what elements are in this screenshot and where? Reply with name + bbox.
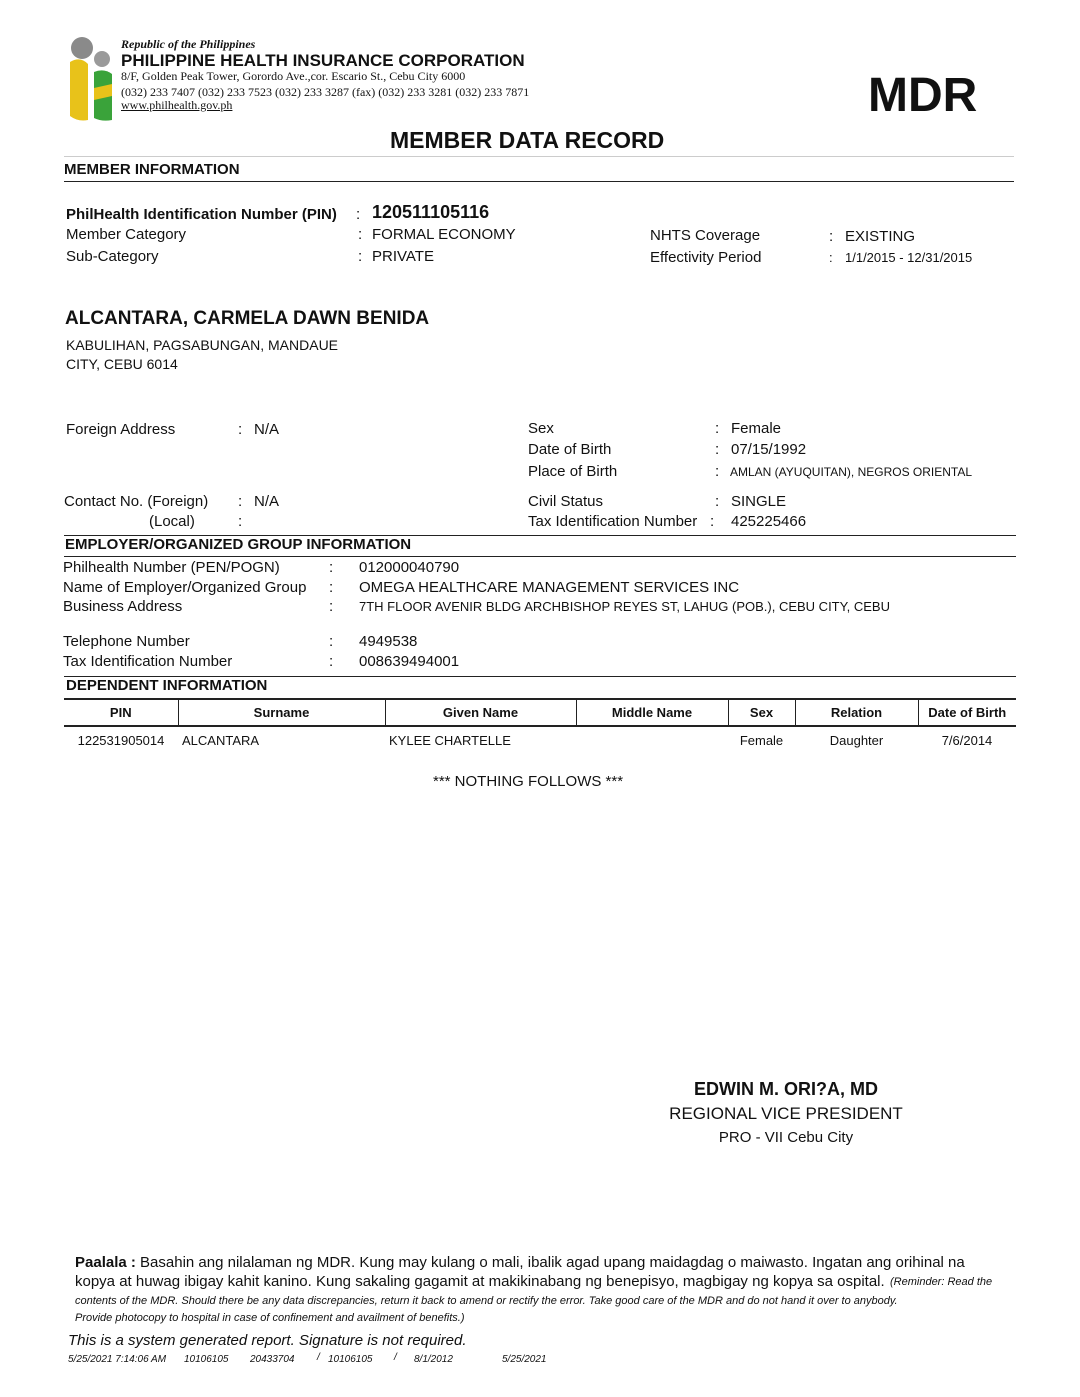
meta-slash: /	[394, 1352, 397, 1363]
reminder-line3: Provide photocopy to hospital in case of confinement and availment of benefits.)	[75, 1312, 465, 1324]
org-address: 8/F, Golden Peak Tower, Gorordo Ave.,cor. Escario St., Cebu City 6000	[121, 69, 466, 83]
employer-section-divider	[64, 556, 1016, 557]
employer-phone-value: 4949538	[359, 633, 418, 650]
nhts-value: EXISTING	[845, 228, 916, 245]
column-header: PIN	[64, 699, 178, 726]
colon: :	[329, 598, 334, 615]
category-label: Member Category	[66, 226, 187, 243]
column-header: Middle Name	[576, 699, 728, 726]
dependent-section-title: DEPENDENT INFORMATION	[66, 677, 268, 694]
colon: :	[238, 421, 243, 438]
colon: :	[715, 441, 720, 458]
tin-label: Tax Identification Number	[528, 513, 698, 530]
pen-label: Philhealth Number (PEN/POGN)	[63, 559, 280, 576]
foreign-address-label: Foreign Address	[66, 421, 176, 438]
nothing-follows-note: *** NOTHING FOLLOWS ***	[433, 773, 624, 790]
colon: :	[358, 248, 363, 265]
colon: :	[356, 206, 361, 223]
colon: :	[329, 653, 334, 670]
reminder-line1	[888, 1276, 992, 1288]
colon: :	[238, 513, 243, 530]
sex-label: Sex	[528, 420, 554, 437]
paalala-text1: Basahin ang nilalaman ng MDR. Kung may kulang o mali, ibalik agad upang maidagdag o maiwasto. Ingatan ang orihinal na	[140, 1254, 965, 1271]
meta-code3: 10106105	[328, 1354, 373, 1365]
org-website-link[interactable]: www.philhealth.gov.ph	[121, 98, 233, 112]
column-header: Surname	[178, 699, 385, 726]
pin-value: 120511105116	[372, 202, 490, 222]
reminder-text1: Read the	[947, 1276, 993, 1288]
page-title: MEMBER DATA RECORD	[390, 127, 665, 153]
dob-value: 07/15/1992	[731, 441, 807, 458]
business-address-value: 7TH FLOOR AVENIR BLDG ARCHBISHOP REYES ST, LAHUG (POB.), CEBU CITY, CEBU	[359, 599, 890, 614]
member-address-line1: KABULIHAN, PAGSABUNGAN, MANDAUE	[66, 337, 339, 353]
effectivity-value: 1/1/2015 - 12/31/2015	[845, 250, 973, 265]
meta-date1: 8/1/2012	[414, 1354, 453, 1365]
subcategory-value: PRIVATE	[372, 248, 434, 265]
colon: :	[710, 513, 715, 530]
table-header-row	[64, 699, 1016, 726]
org-name: PHILIPPINE HEALTH INSURANCE CORPORATION	[121, 51, 525, 70]
business-address-label: Business Address	[63, 598, 183, 615]
contact-foreign-value: N/A	[254, 493, 280, 510]
table-row	[64, 726, 1016, 748]
meta-date2: 5/25/2021	[502, 1354, 547, 1365]
reminder-line2: contents of the MDR. Should there be any data discrepancies, return it back to amend or rectify the error. Take good care of the MDR and do not hand it over to anybody.	[75, 1295, 898, 1307]
colon: :	[715, 420, 720, 437]
civil-status-value: SINGLE	[731, 493, 787, 510]
paalala-line1	[75, 1254, 965, 1271]
dependents-table	[64, 698, 1016, 748]
meta-code2: 20433704	[250, 1354, 295, 1365]
dependent-surname: ALCANTARA	[182, 733, 260, 748]
sex-value: Female	[731, 420, 782, 437]
colon: :	[715, 493, 720, 510]
pob-label: Place of Birth	[528, 463, 618, 480]
civil-status-label: Civil Status	[528, 493, 604, 510]
org-phones: (032) 233 7407 (032) 233 7523 (032) 233 3287 (fax) (032) 233 3281 (032) 233 7871	[121, 85, 530, 99]
tin-value: 425225466	[731, 513, 807, 530]
pob-value: AMLAN (AYUQUITAN), NEGROS ORIENTAL	[730, 465, 973, 479]
system-note: This is a system generated report. Signature is not required.	[68, 1332, 467, 1349]
signatory-name: EDWIN M. ORI?A, MD	[694, 1079, 878, 1099]
dependent-given-name: KYLEE CHARTELLE	[389, 733, 511, 748]
colon: :	[238, 493, 243, 510]
employer-tin-label: Tax Identification Number	[63, 653, 233, 670]
employer-tin-value: 008639494001	[359, 653, 460, 670]
colon: :	[329, 559, 334, 576]
nhts-label: NHTS Coverage	[650, 227, 761, 244]
signatory-office: PRO - VII Cebu City	[718, 1129, 854, 1146]
category-value: FORMAL ECONOMY	[372, 226, 516, 243]
title-divider	[64, 156, 1014, 157]
column-header: Date of Birth	[918, 699, 1016, 726]
member-section-divider	[64, 181, 1014, 182]
contact-foreign-label: Contact No. (Foreign)	[64, 493, 209, 510]
colon: :	[329, 579, 334, 596]
pen-value: 012000040790	[359, 559, 460, 576]
column-header: Sex	[728, 699, 795, 726]
signatory-position: REGIONAL VICE PRESIDENT	[669, 1104, 903, 1123]
subcategory-label: Sub-Category	[66, 248, 159, 265]
dependent-middle-name	[576, 726, 728, 748]
employer-name-label: Name of Employer/Organized Group	[63, 579, 307, 596]
member-section-title: MEMBER INFORMATION	[64, 161, 240, 178]
republic-label: Republic of the Philippines	[121, 37, 256, 51]
colon: :	[358, 226, 363, 243]
member-name: ALCANTARA, CARMELA DAWN BENIDA	[65, 308, 430, 329]
paalala-line2: kopya at huwag ibigay kahit kanino. Kung sakaling gagamit at makikinabang ng benepisyo, magbigay ng kopya sa ospital.	[75, 1273, 885, 1290]
colon: :	[329, 633, 334, 650]
dependent-sex: Female	[739, 733, 784, 748]
philhealth-logo	[66, 36, 118, 124]
paalala-label: Paalala :	[75, 1254, 136, 1271]
member-address-line2: CITY, CEBU 6014	[66, 356, 178, 372]
meta-code1: 10106105	[184, 1354, 229, 1365]
employer-section-title: EMPLOYER/ORGANIZED GROUP INFORMATION	[65, 536, 412, 553]
reminder-label: (Reminder:	[890, 1276, 945, 1288]
meta-timestamp: 5/25/2021 7:14:06 AM	[68, 1354, 167, 1365]
meta-slash: /	[317, 1352, 320, 1363]
colon: :	[829, 228, 834, 245]
effectivity-label: Effectivity Period	[650, 249, 762, 266]
dependent-dob: 7/6/2014	[941, 733, 993, 748]
pin-label: PhilHealth Identification Number (PIN)	[66, 206, 337, 223]
contact-local-label: (Local)	[149, 513, 195, 530]
dependent-relation: Daughter	[829, 733, 884, 748]
foreign-address-value: N/A	[254, 421, 280, 438]
employer-phone-label: Telephone Number	[63, 633, 190, 650]
dependent-pin: 122531905014	[77, 733, 165, 748]
employer-name-value: OMEGA HEALTHCARE MANAGEMENT SERVICES INC	[359, 579, 740, 596]
colon: :	[829, 250, 833, 265]
column-header: Relation	[795, 699, 918, 726]
doc-code: MDR	[868, 69, 978, 122]
dob-label: Date of Birth	[528, 441, 612, 458]
column-header: Given Name	[385, 699, 576, 726]
colon: :	[715, 463, 720, 480]
